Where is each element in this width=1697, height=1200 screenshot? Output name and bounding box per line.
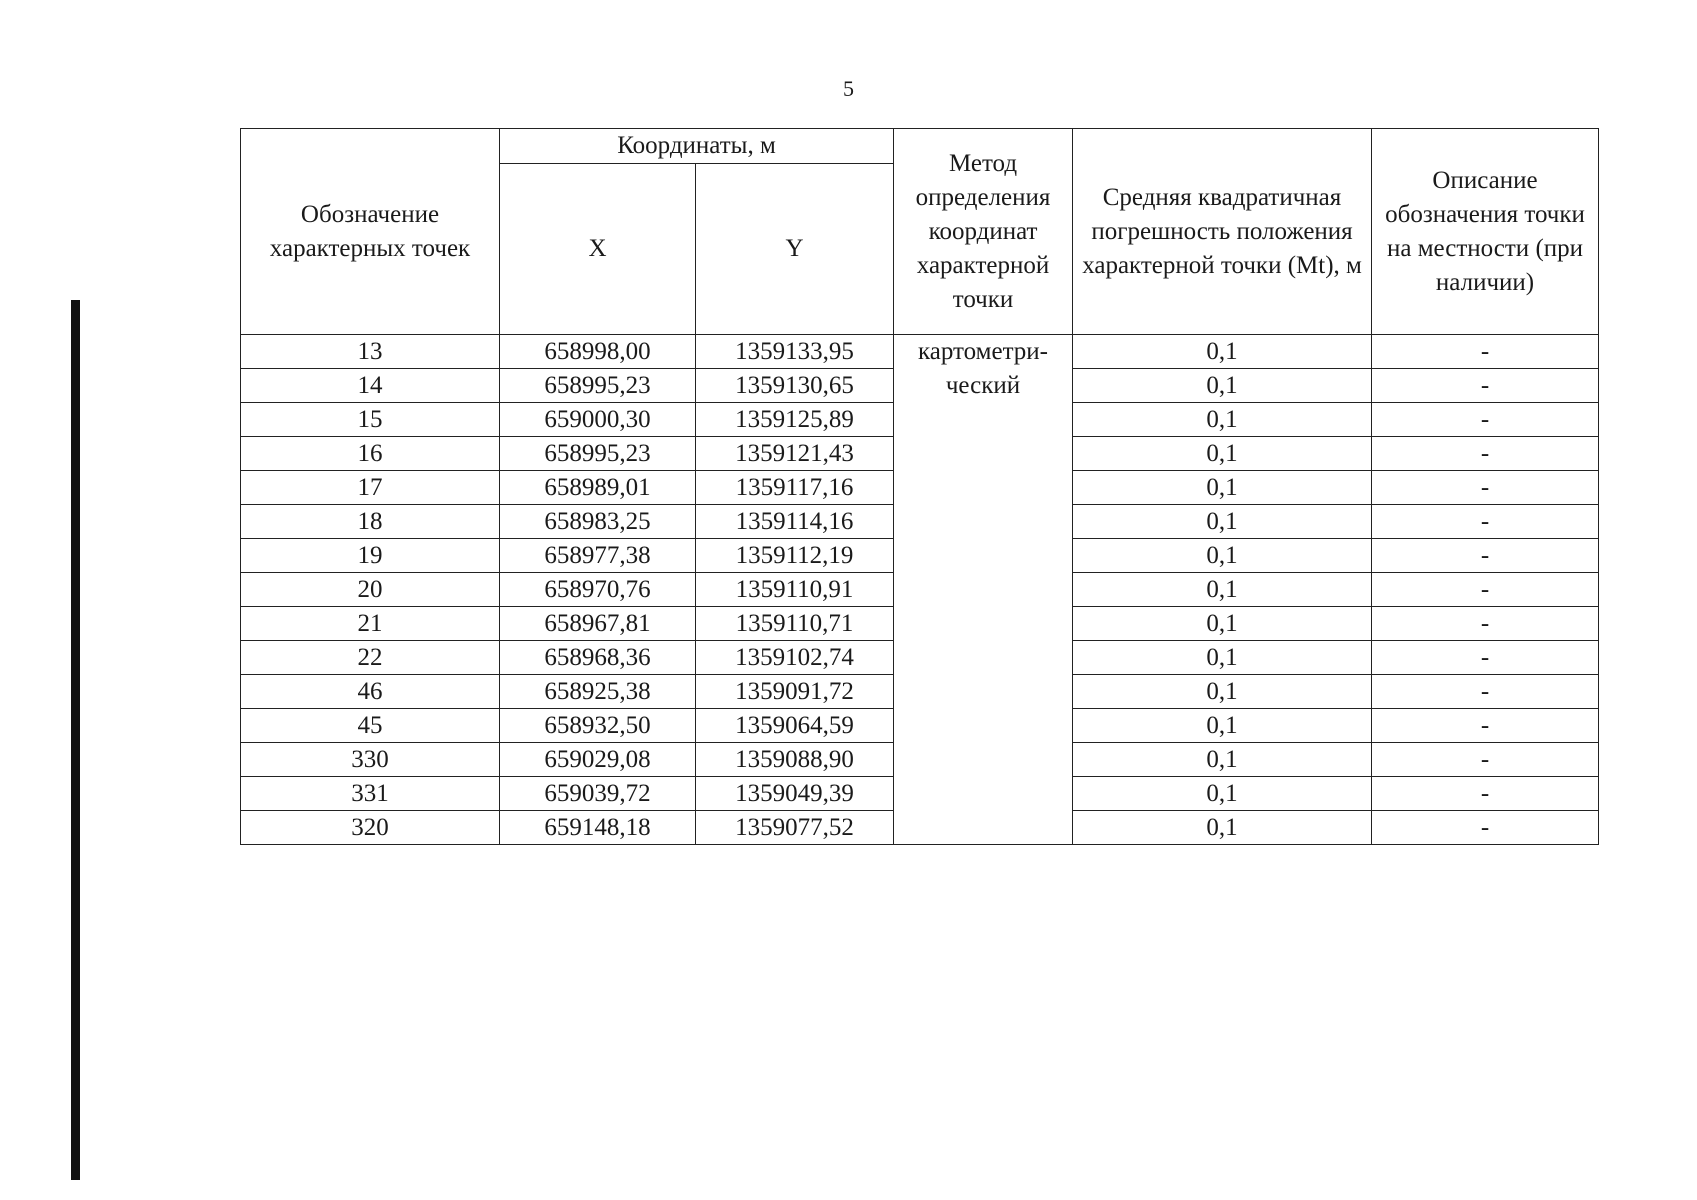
cell-x: 658968,36 [500,641,696,675]
cell-mt: 0,1 [1073,539,1372,573]
cell-description: - [1372,743,1599,777]
cell-y: 1359077,52 [696,811,894,845]
header-coordinates: Координаты, м [500,129,894,164]
table-row [241,335,1599,369]
cell-x: 659029,08 [500,743,696,777]
cell-point: 45 [241,709,500,743]
cell-y: 1359091,72 [696,675,894,709]
cell-description: - [1372,471,1599,505]
cell-mt: 0,1 [1073,743,1372,777]
cell-y: 1359117,16 [696,471,894,505]
cell-mt: 0,1 [1073,675,1372,709]
cell-mt: 0,1 [1073,607,1372,641]
cell-description: - [1372,607,1599,641]
cell-description: - [1372,437,1599,471]
cell-mt: 0,1 [1073,641,1372,675]
cell-x: 658932,50 [500,709,696,743]
cell-y: 1359102,74 [696,641,894,675]
cell-x: 658983,25 [500,505,696,539]
cell-mt: 0,1 [1073,811,1372,845]
cell-y: 1359049,39 [696,777,894,811]
cell-description: - [1372,369,1599,403]
cell-mt: 0,1 [1073,437,1372,471]
cell-x: 658967,81 [500,607,696,641]
cell-point: 330 [241,743,500,777]
cell-description: - [1372,335,1599,369]
header-y: Y [696,164,894,335]
cell-x: 658989,01 [500,471,696,505]
cell-x: 658995,23 [500,437,696,471]
cell-x: 658925,38 [500,675,696,709]
cell-description: - [1372,403,1599,437]
cell-description: - [1372,505,1599,539]
cell-y: 1359121,43 [696,437,894,471]
cell-point: 19 [241,539,500,573]
cell-mt: 0,1 [1073,335,1372,369]
cell-y: 1359112,19 [696,539,894,573]
scan-edge-bar [71,300,80,1180]
header-description: Описание обозначения точки на местности (при наличии) [1372,129,1599,335]
cell-point: 21 [241,607,500,641]
cell-x: 659039,72 [500,777,696,811]
cell-point: 18 [241,505,500,539]
page-number: 5 [843,76,854,101]
cell-mt: 0,1 [1073,573,1372,607]
cell-description: - [1372,539,1599,573]
cell-description: - [1372,573,1599,607]
cell-point: 13 [241,335,500,369]
cell-point: 14 [241,369,500,403]
cell-x: 659148,18 [500,811,696,845]
cell-description: - [1372,675,1599,709]
cell-point: 15 [241,403,500,437]
cell-description: - [1372,811,1599,845]
cell-y: 1359133,95 [696,335,894,369]
header-x: X [500,164,696,335]
cell-description: - [1372,709,1599,743]
cell-x: 658998,00 [500,335,696,369]
cell-y: 1359114,16 [696,505,894,539]
cell-description: - [1372,777,1599,811]
cell-point: 20 [241,573,500,607]
cell-point: 46 [241,675,500,709]
cell-y: 1359064,59 [696,709,894,743]
cell-y: 1359110,71 [696,607,894,641]
cell-x: 658970,76 [500,573,696,607]
cell-y: 1359110,91 [696,573,894,607]
cell-point: 17 [241,471,500,505]
cell-mt: 0,1 [1073,709,1372,743]
header-method: Метод определения координат характерной точки [894,129,1073,335]
cell-y: 1359088,90 [696,743,894,777]
cell-method: картометри-ческий [894,335,1073,845]
cell-x: 658995,23 [500,369,696,403]
cell-point: 22 [241,641,500,675]
cell-mt: 0,1 [1073,777,1372,811]
cell-mt: 0,1 [1073,369,1372,403]
header-mean-square-error: Средняя квадратичная погрешность положения характерной точки (Mt), м [1073,129,1372,335]
cell-y: 1359130,65 [696,369,894,403]
cell-point: 331 [241,777,500,811]
table-body [241,335,1599,845]
cell-description: - [1372,641,1599,675]
cell-x: 658977,38 [500,539,696,573]
cell-point: 320 [241,811,500,845]
header-point-designation: Обозначение характерных точек [241,129,500,335]
cell-x: 659000,30 [500,403,696,437]
cell-mt: 0,1 [1073,505,1372,539]
coordinates-table [240,128,1599,845]
cell-mt: 0,1 [1073,471,1372,505]
cell-mt: 0,1 [1073,403,1372,437]
cell-y: 1359125,89 [696,403,894,437]
cell-point: 16 [241,437,500,471]
